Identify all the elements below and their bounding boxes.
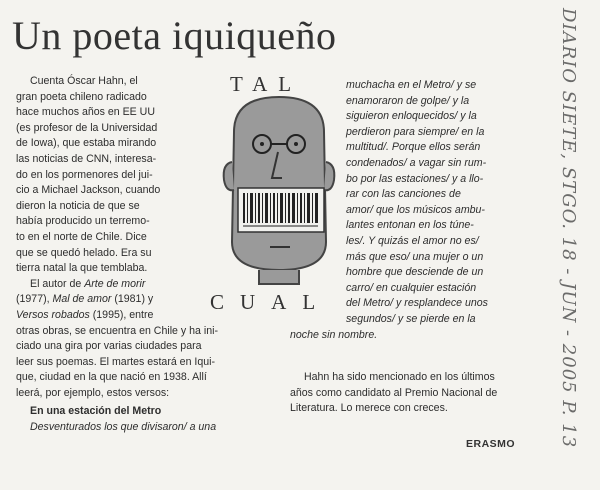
text-line: que, ciudad en la que nació en 1938. Allí	[16, 371, 207, 384]
text-run: (1981) y	[111, 293, 154, 306]
poem-line: rar con las canciones de	[346, 188, 461, 201]
poem-line: bo por las estaciones/ y a llo-	[346, 172, 484, 185]
intro-paragraph	[16, 74, 200, 324]
text-line	[16, 308, 200, 324]
text-line	[16, 277, 200, 293]
text-line	[16, 292, 200, 308]
text-line: otras obras, se encuentra en Chile y ha ini-	[16, 324, 218, 337]
poem-line: amor/ que los músicos ambu-	[346, 203, 485, 216]
poem-line: enamoraron de golpe/ y la	[346, 94, 470, 107]
text-line: Hahn ha sido mencionado en los últimos	[304, 371, 495, 383]
right-column-poem	[290, 78, 540, 343]
text-line: hace muchos años en EE UU	[16, 106, 155, 119]
text-line: to en el norte de Chile. Dice	[16, 230, 147, 243]
text-line: había producido un terremo-	[16, 215, 150, 228]
poem-line: segundos/ y se pierde en la	[346, 312, 476, 325]
illustration-caption-top: TAL	[230, 72, 303, 96]
poem-line: perdieron para siempre/ en la	[346, 125, 485, 138]
text-line: leer sus poemas. El martes estará en Iqui-	[16, 355, 216, 368]
text-line: leerá, por ejemplo, estos versos:	[16, 386, 170, 399]
book-title: Arte de morir	[84, 277, 146, 290]
text-line: gran poeta chileno radicado	[16, 90, 147, 103]
poem-line: siguieron enloquecidos/ y la	[346, 110, 477, 123]
text-line: Cuenta Óscar Hahn, el	[30, 75, 138, 87]
poem-line: hombre que desciende de un	[346, 266, 484, 279]
poem-line: del Metro/ y resplandece unos	[346, 297, 488, 310]
text-line: (es profesor de la Universidad	[16, 121, 158, 134]
text-line: que se quedó helado. Era su	[16, 246, 152, 259]
author-signature: ERASMO	[466, 438, 516, 450]
text-line: do en los pormenores del jui-	[16, 168, 153, 181]
poem-line: lantes entonan en los túne-	[346, 219, 474, 232]
poem-line: muchacha en el Metro/ y se	[346, 79, 477, 91]
book-title: Mal de amor	[52, 293, 112, 306]
text-run: (1977),	[16, 293, 53, 306]
text-run: (1995), entre	[89, 308, 154, 321]
text-line: dieron la noticia de que se	[16, 199, 140, 212]
poem-line: les/. Y quizás el amor no es/	[346, 234, 479, 247]
poem-line: Desventurados los que divisaron/ a una	[30, 421, 217, 434]
text-run: El autor de	[30, 277, 85, 290]
poem-line: noche sin nombre.	[290, 328, 378, 341]
poem-line: condenados/ a vagar sin rum-	[346, 156, 487, 169]
handwritten-source-note	[554, 2, 598, 488]
poem-line: más que eso/ una mujer o un	[346, 250, 484, 263]
text-line: tierra natal la que temblaba.	[16, 262, 148, 275]
text-line: Literatura. Lo merece con creces.	[290, 402, 448, 415]
text-line: ciado una gira por varias ciudades para	[16, 340, 202, 353]
poem-line: carro/ en cualquier estación	[346, 281, 477, 294]
text-line: las noticias de CNN, interesa-	[16, 152, 157, 165]
text-line: de Iowa), que estaba mirando	[16, 137, 157, 150]
handwritten-text: DIARIO SIETE, STGO. 18 - JUN - 2005 P. 13	[558, 8, 579, 449]
text-line: años como candidato al Premio Nacional de	[290, 386, 498, 399]
headline: Un poeta iquiqueño	[12, 13, 337, 58]
closing-paragraph	[290, 370, 535, 417]
poem-title: En una estación del Metro	[30, 405, 162, 418]
book-title: Versos robados	[16, 308, 90, 321]
poem-line: multitud/. Porque ellos serán	[346, 141, 481, 154]
illustration-caption-bottom: CUAL	[210, 290, 332, 314]
text-line: cio a Michael Jackson, cuando	[16, 184, 161, 197]
